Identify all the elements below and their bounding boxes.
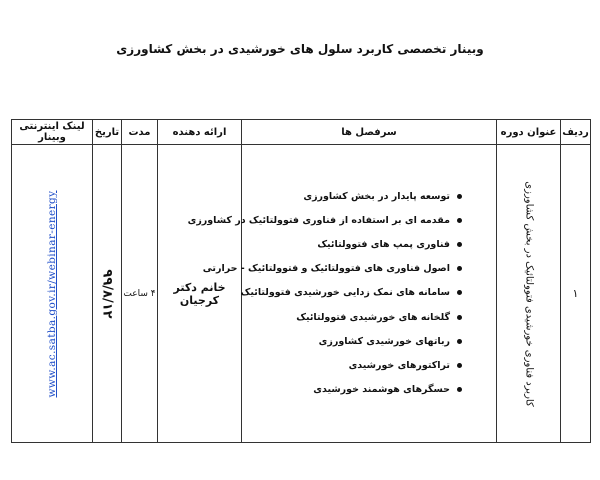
presenter-name: خانم دکتر کرجیان: [173, 280, 226, 307]
list-item: فناوری پمپ های فتوولتائیک: [250, 233, 462, 257]
cell-duration: [122, 145, 158, 443]
list-item: رباتهای خورشیدی کشاورزی: [250, 330, 462, 354]
bullet-icon: [457, 242, 462, 247]
list-item: توسعه پایدار در بخش کشاورزی: [250, 185, 462, 209]
course-title: کاربرد فناوری خورشیدی فتوولتائیک در بخش کشاورزی: [523, 180, 534, 407]
header-presenter: ارائه دهنده: [158, 120, 242, 145]
cell-date: [93, 145, 122, 443]
table-header-row: [12, 120, 591, 145]
duration-value: ۴ ساعت: [123, 289, 156, 299]
list-item: مقدمه ای بر استفاده از فناوری فتوولتائیک در کشاورزی: [250, 209, 462, 233]
header-duration: مدت: [122, 120, 158, 145]
webinar-link[interactable]: www.ac.satba.gov.ir/webinar-energy: [46, 189, 58, 398]
bullet-icon: [457, 339, 462, 344]
list-item: تراکتورهای خورشیدی: [250, 354, 462, 378]
table-row: [12, 145, 591, 443]
cell-row-no: [561, 145, 591, 443]
bullet-icon: [457, 218, 462, 223]
header-date: تاریخ: [93, 120, 122, 145]
list-item: سامانه های نمک زدایی خورشیدی فتوولتائیک: [250, 281, 462, 305]
page-title: وبینار تخصصی کاربرد سلول های خورشیدی در بخش کشاورزی: [116, 42, 484, 56]
bullet-icon: [457, 194, 462, 199]
row-number: ۱: [572, 287, 579, 300]
list-item: گلخانه های خورشیدی فتوولتائیک: [250, 306, 462, 330]
header-link: لینک اینترنتی وبینار: [12, 120, 93, 145]
date-value: ۹۹/۸/۱۲: [99, 268, 115, 319]
header-topics: سرفصل ها: [242, 120, 497, 145]
webinar-table: [11, 119, 591, 443]
bullet-icon: [457, 363, 462, 368]
header-course-title: عنوان دوره: [497, 120, 561, 145]
cell-link: [12, 145, 93, 443]
cell-course-title: [497, 145, 561, 443]
list-item: حسگرهای هوشمند خورشیدی: [250, 378, 462, 402]
bullet-icon: [457, 315, 462, 320]
bullet-icon: [457, 266, 462, 271]
list-item: اصول فناوری های فتوولتائیک و فتوولتائیک - حرارتی: [250, 257, 462, 281]
header-row-no: ردیف: [561, 120, 591, 145]
bullet-icon: [457, 290, 462, 295]
bullet-icon: [457, 387, 462, 392]
cell-presenter: [158, 145, 242, 443]
